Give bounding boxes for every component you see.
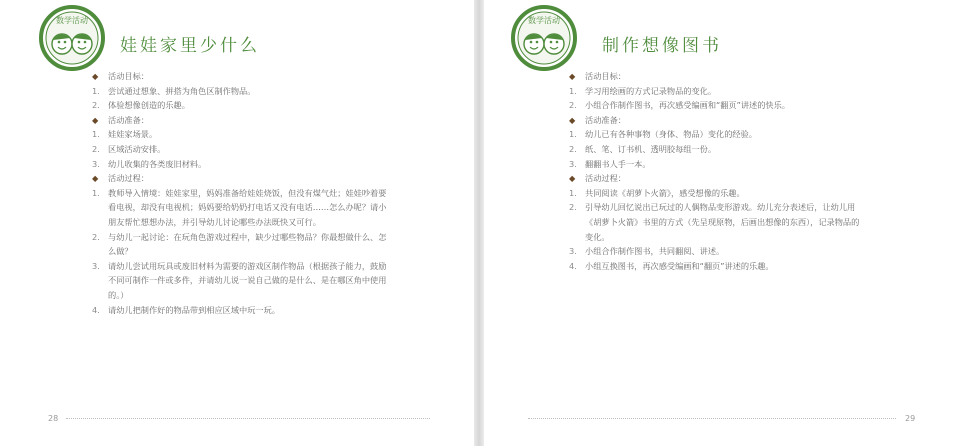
line-text: 幼儿已有各种事物（身体、物品）变化的经验。 [585,129,757,140]
line-text: 尝试通过想象、拼搭为角色区制作物品。 [108,85,256,96]
item-number: 3. [92,260,100,271]
item-number: 4. [569,260,577,271]
list-item [569,157,861,172]
activity-badge-icon [510,4,578,72]
page-number: 28 [48,414,59,423]
diamond-bullet-icon: ◆ [92,173,99,184]
list-item [569,186,861,201]
left-page [0,0,474,446]
section-heading [92,113,388,128]
list-item [92,303,388,318]
activity-badge-icon [38,4,106,72]
line-text: 教师导入情境：娃娃家里，妈妈准备给娃娃烧饭，但没有煤气灶；娃娃吵着要看电视，却没有电视机；妈妈要给奶奶打电话又没有电话……怎么办呢？请小朋友帮忙想想办法，并引导幼儿讨论哪些办法既快又可行。 [108,187,387,227]
item-number: 3. [569,246,577,257]
item-number: 1. [92,129,100,140]
line-text: 活动准备： [108,114,149,125]
book-gutter [474,0,484,446]
activity-text [92,69,388,317]
list-item [92,142,388,157]
svg-text:数学活动: 数学活动 [56,16,88,25]
line-text: 活动过程： [585,173,626,184]
item-number: 1. [92,85,100,96]
line-text: 请幼儿尝试用玩具或废旧材料为需要的游戏区制作物品（根据孩子能力，鼓励不同可制作一件或多件，并请幼儿说一说自己做的是什么、是在哪区角中使用的。） [108,260,387,300]
item-number: 2. [92,100,100,111]
line-text: 活动目标： [585,71,626,81]
list-item [92,127,388,142]
item-number: 1. [569,187,577,198]
line-text: 幼儿收集的各类废旧材料。 [108,158,207,169]
item-number: 1. [569,85,577,96]
item-number: 2. [569,100,577,111]
svg-text:数学活动: 数学活动 [528,16,560,25]
line-text: 翻翻书人手一本。 [585,158,651,169]
list-item [569,84,861,99]
line-text: 学习用绘画的方式记录物品的变化。 [585,85,717,96]
line-text: 娃娃家场景。 [108,129,158,140]
activity-text [569,69,861,273]
page-title: 娃娃家里少什么 [120,36,260,56]
line-text: 请幼儿把制作好的物品带到相应区域中玩一玩。 [108,304,280,315]
page-number: 29 [905,414,916,423]
section-heading [569,171,861,186]
line-text: 体验想像创造的乐趣。 [108,100,190,111]
line-text: 活动目标： [108,71,149,81]
diamond-bullet-icon: ◆ [569,71,576,81]
line-text: 引导幼儿回忆说出已玩过的人偶物品变形游戏。幼儿充分表述后，让幼儿用《胡萝卜火箭》书里的方式（先呈现原物，后画出想像的东西），记录物品的变化。 [585,202,860,242]
right-page [484,0,958,446]
item-number: 1. [92,187,100,198]
item-number: 3. [569,158,577,169]
list-item [92,259,388,303]
line-text: 共同阅读《胡萝卜火箭》，感受想像的乐趣。 [585,187,745,198]
line-text: 活动准备： [585,114,626,125]
line-text: 与幼儿一起讨论：在玩角色游戏过程中，缺少过哪些物品？你最想做什么、怎么做？ [108,231,387,257]
list-item [569,98,861,113]
list-item [569,259,861,274]
line-text: 纸、笔、订书机、透明胶每组一份。 [585,143,717,154]
line-text: 区域活动安排。 [108,143,166,154]
list-item [92,157,388,172]
section-heading [569,113,861,128]
line-text: 小组合作制作图书，再次感受编画和“翻页”讲述的快乐。 [585,100,790,111]
item-number: 3. [92,158,100,169]
diamond-bullet-icon: ◆ [569,173,576,184]
diamond-bullet-icon: ◆ [569,114,576,125]
item-number: 2. [569,202,577,213]
list-item [569,142,861,157]
item-number: 2. [92,143,100,154]
line-text: 活动过程： [108,173,149,184]
item-number: 4. [92,304,100,315]
line-text: 小组合作制作图书，共同翻阅、讲述。 [585,246,725,257]
list-item [92,84,388,99]
item-number: 1. [569,129,577,140]
section-heading [92,69,388,84]
diamond-bullet-icon: ◆ [92,71,99,81]
list-item [569,244,861,259]
list-item [569,127,861,142]
section-heading [92,171,388,186]
footer-divider [528,418,896,419]
list-item [92,98,388,113]
page-title: 制作想像图书 [602,36,722,56]
item-number: 2. [569,143,577,154]
line-text: 小组互换图书，再次感受编画和“翻页”讲述的乐趣。 [585,260,774,271]
diamond-bullet-icon: ◆ [92,114,99,125]
list-item [92,230,388,259]
list-item [92,186,388,230]
item-number: 2. [92,231,100,242]
list-item [569,200,861,244]
section-heading [569,69,861,84]
footer-divider [66,418,430,419]
